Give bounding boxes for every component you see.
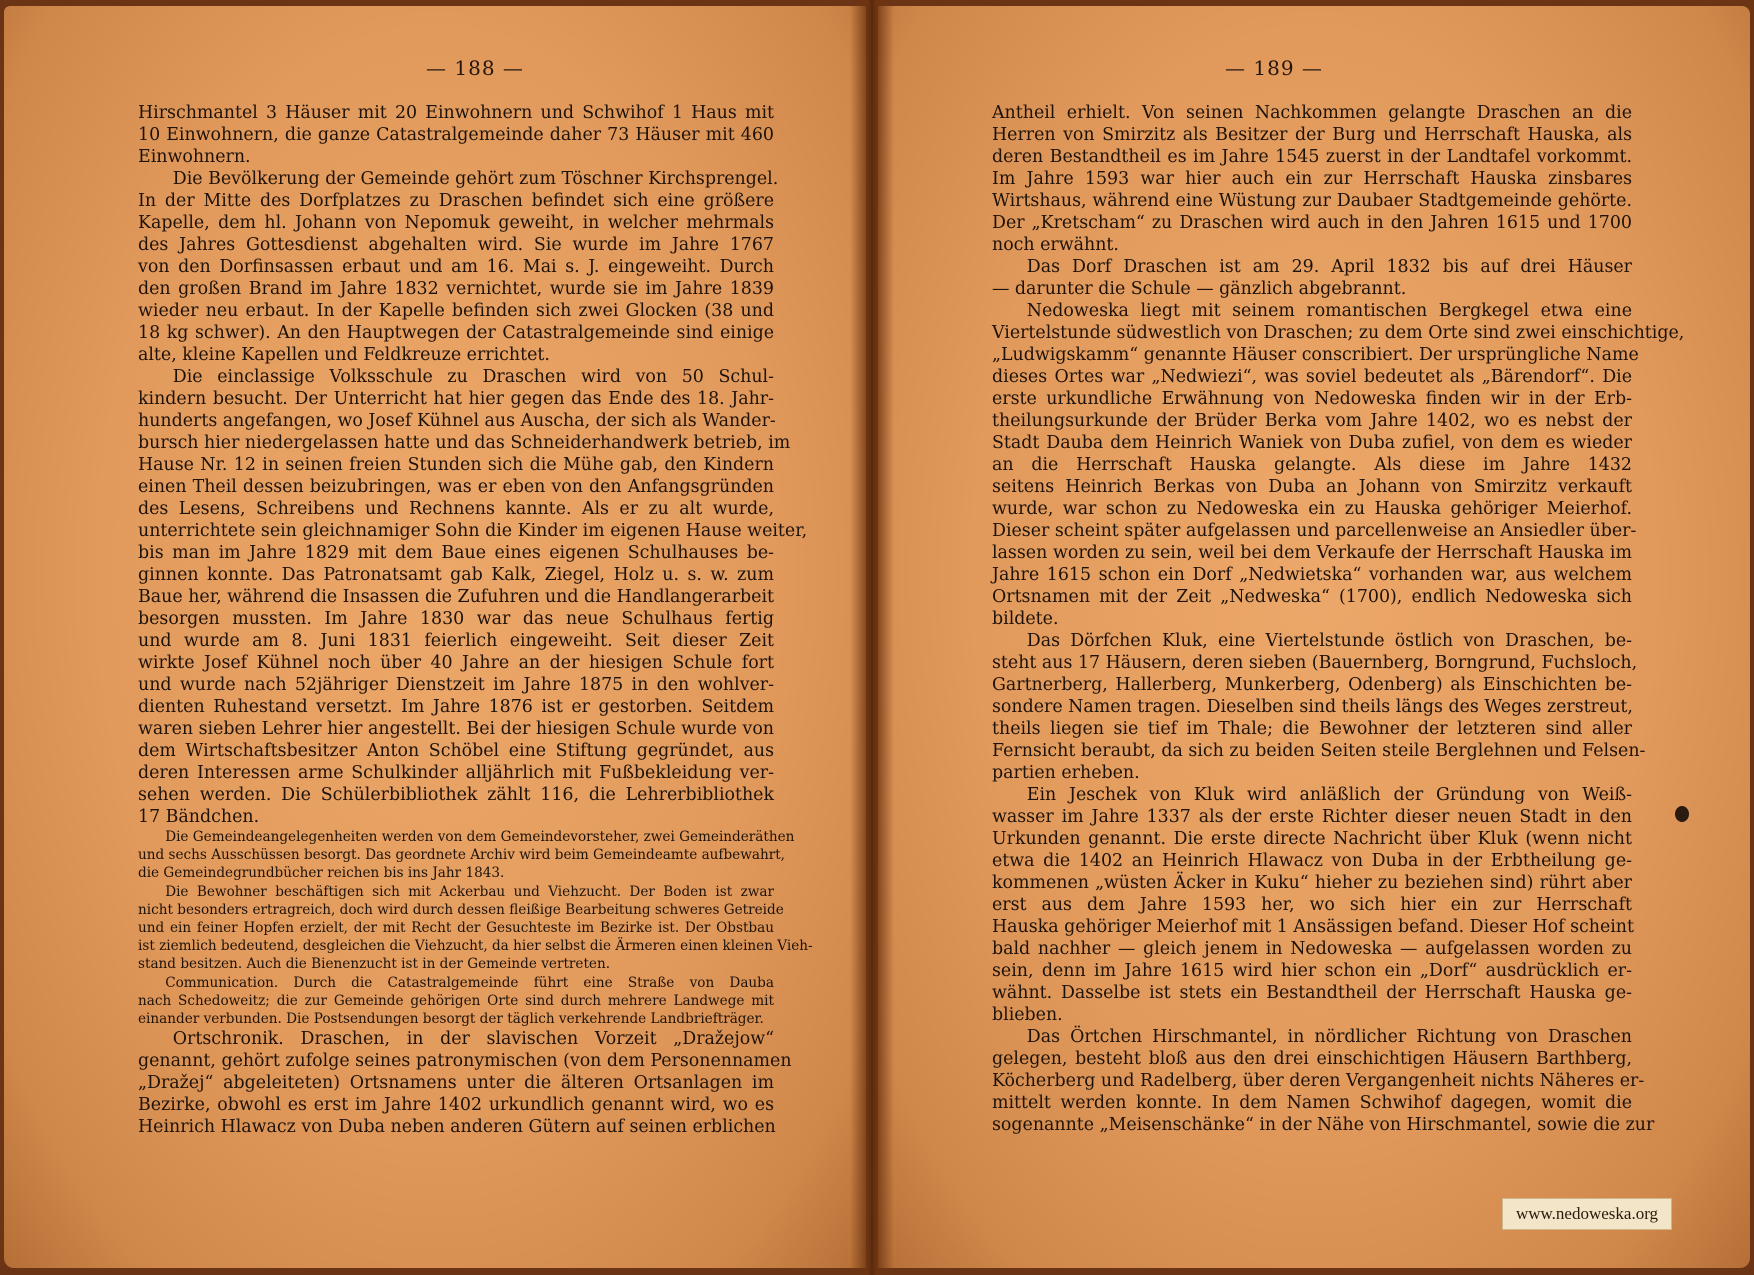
left-page-number: — 188 — (426, 56, 524, 80)
text-line: Köcherberg und Radelberg, über deren Vergangenheit nichts Näheres er- (992, 1071, 1645, 1091)
text-line: nach Schedoweitz; die zur Gemeinde gehörigen Orte sind durch mehrere Landwege mit (138, 992, 774, 1009)
text-line: wurde, war schon zu Nedoweska ein zu Hauska gehöriger Meierhof. (992, 499, 1632, 519)
text-line: des Lesens, Schreibens und Rechnens kannte. Als er zu alt wurde, (138, 499, 774, 519)
right-text-block (992, 102, 1685, 1136)
text-line: blieben. (992, 1005, 1063, 1025)
text-line: Jahre 1615 schon ein Dorf „Nedwietska“ vorhanden war, aus welchem (992, 565, 1632, 585)
left-chronicle-text (138, 1028, 792, 1138)
text-line: Bezirke, obwohl es erst im Jahre 1402 urkundlich genannt wird, wo es (138, 1095, 774, 1116)
text-line: Die einclassige Volksschule zu Draschen wird von 50 Schul- (138, 367, 774, 387)
text-line: dem Wirtschaftsbesitzer Anton Schöbel eine Stiftung gegründet, aus (138, 741, 774, 761)
text-line: besorgen mussten. Im Jahre 1830 war das neue Schulhaus fertig (138, 609, 774, 629)
text-line: die Gemeindegrundbücher reichen bis ins Jahr 1843. (138, 865, 505, 882)
text-line: genannt, gehört zufolge seines patronymischen (von dem Personennamen (138, 1051, 792, 1072)
text-line: 10 Einwohnern, die ganze Catastralgemeinde daher 73 Häuser mit 460 (138, 125, 774, 145)
text-line: unterrichtete sein gleichnamiger Sohn die Kinder im eigenen Hause weiter, (138, 521, 808, 541)
text-line: einander verbunden. Die Postsendungen besorgt der täglich verkehrende Landbriefträger. (138, 1010, 764, 1027)
text-line: wähnt. Dasselbe ist stets ein Bestandtheil der Herrschaft Hauska ge- (992, 983, 1632, 1003)
text-line: Hause Nr. 12 in seinen freien Stunden sich die Mühe gab, den Kindern (138, 455, 774, 475)
text-line: partien erheben. (992, 763, 1140, 783)
text-line: den großen Brand im Jahre 1832 vernichtet, wurde sie im Jahre 1839 (138, 279, 774, 299)
text-line: steht aus 17 Häusern, deren sieben (Bauernberg, Borngrund, Fuchsloch, (992, 653, 1638, 673)
text-line: mittelt werden konnte. In dem Namen Schwihof dagegen, womit die (992, 1093, 1632, 1113)
text-line: bald nachher — gleich jenem in Nedoweska — aufgelassen worden zu (992, 939, 1632, 959)
text-line: Heinrich Hlawacz von Duba neben anderen Gütern auf seinen erblichen (138, 1117, 776, 1138)
text-line: deren Bestandtheil es im Jahre 1545 zuerst in der Landtafel vorkommt. (992, 147, 1632, 167)
text-line: Baue her, während die Insassen die Zufuhren und die Handlangerarbeit (138, 587, 774, 607)
text-line: Die Bewohner beschäftigen sich mit Ackerbau und Viehzucht. Der Boden ist zwar (138, 883, 774, 900)
book-gutter (850, 0, 894, 1275)
text-line: wirkte Josef Kühnel noch über 40 Jahre an der hiesigen Schule fort (138, 653, 774, 673)
text-line: 17 Bändchen. (138, 807, 260, 827)
text-line: sondere Namen tragen. Dieselben sind theils längs des Weges zerstreut, (992, 697, 1633, 717)
text-line: wasser im Jahre 1337 als der erste Richter dieser neuen Stadt in den (992, 807, 1632, 827)
right-page (878, 6, 1750, 1268)
text-line: Die Bevölkerung der Gemeinde gehört zum Töschner Kirchsprengel. (138, 169, 779, 189)
text-line: wieder neu erbaut. In der Kapelle befinden sich zwei Glocken (38 und (138, 301, 774, 321)
text-line: Die Gemeindeangelegenheiten werden von dem Gemeindevorsteher, zwei Gemeinderäthen (138, 829, 795, 845)
text-line: Viertelstunde südwestlich von Draschen; zu dem Orte sind zwei einschichtige, (992, 323, 1685, 343)
text-line: theils liegen sie tief im Thale; die Bewohner der letzteren sind aller (992, 719, 1632, 739)
text-line: noch erwähnt. (992, 235, 1119, 255)
text-line: Stadt Dauba dem Heinrich Waniek von Duba zufiel, von dem es wieder (992, 433, 1632, 453)
text-line: alte, kleine Kapellen und Feldkreuze errichtet. (138, 345, 550, 365)
text-line: etwa die 1402 an Heinrich Hlawacz von Duba in der Erbtheilung ge- (992, 851, 1632, 871)
text-line: „Dražej“ abgeleiteten) Ortsnamens unter die älteren Ortsanlagen im (138, 1073, 774, 1094)
left-page (4, 6, 866, 1268)
text-line: dieses Ortes war „Nedwiezi“, was soviel bedeutet als „Bärendorf“. Die (992, 367, 1632, 387)
ink-spot (1675, 806, 1689, 822)
text-line: In der Mitte des Dorfplatzes zu Draschen befindet sich eine größere (138, 191, 774, 211)
text-line: gelegen, besteht bloß aus den drei einschichtigen Häusern Barthberg, (992, 1049, 1632, 1069)
text-line: deren Interessen arme Schulkinder alljährlich mit Fußbekleidung ver- (138, 763, 774, 783)
text-line: ist ziemlich bedeutend, desgleichen die Viehzucht, da hier selbst die Ärmeren einen kleinen Vieh- (138, 938, 813, 955)
text-line: sehen werden. Die Schülerbibliothek zählt 116, die Lehrerbibliothek (138, 785, 774, 805)
text-line: sogenannte „Meisenschänke“ in der Nähe von Hirschmantel, sowie die zur (992, 1115, 1655, 1135)
text-line: Nedoweska liegt mit seinem romantischen Bergkegel etwa eine (992, 301, 1632, 321)
text-line: — darunter die Schule — gänzlich abgebrannt. (992, 279, 1407, 299)
text-line: Das Dorf Draschen ist am 29. April 1832 bis auf drei Häuser (992, 257, 1632, 277)
text-line: Ortschronik. Draschen, in der slavischen Vorzeit „Dražejow“ (138, 1029, 774, 1050)
text-line: Herren von Smirzitz als Besitzer der Burg und Herrschaft Hauska, als (992, 125, 1632, 145)
text-line: bildete. (992, 609, 1059, 629)
website-watermark: www.nedoweska.org (1502, 1198, 1672, 1230)
text-line: des Jahres Gottesdienst abgehalten wird. Sie wurde im Jahre 1767 (138, 235, 774, 255)
text-line: erste urkundliche Erwähnung von Nedoweska finden wir in der Erb- (992, 389, 1632, 409)
text-line: dienten Ruhestand versetzt. Im Jahre 1876 ist er gestorben. Seitdem (138, 697, 774, 717)
text-line: 18 kg schwer). An den Hauptwegen der Catastralgemeinde sind einige (138, 323, 774, 343)
text-line: Hauska gehöriger Meierhof mit 1 Ansässigen befand. Dieser Hof scheint (992, 917, 1634, 937)
text-line: Fernsicht beraubt, da sich zu beiden Seiten steile Berglehnen und Felsen- (992, 741, 1646, 761)
text-line: Ein Jeschek von Kluk wird anläßlich der Gründung von Weiß- (992, 785, 1632, 805)
text-line: Das Dörfchen Kluk, eine Viertelstunde östlich von Draschen, be- (992, 631, 1632, 651)
text-line: und wurde nach 52jähriger Dienstzeit im Jahre 1875 in den wohlver- (138, 675, 774, 695)
text-line: von den Dorfinsassen erbaut und am 16. Mai s. J. eingeweiht. Durch (138, 257, 774, 277)
text-line: Kapelle, dem hl. Johann von Nepomuk geweiht, in welcher mehrmals (138, 213, 774, 233)
text-line: Communication. Durch die Catastralgemeinde führt eine Straße von Dauba (138, 974, 774, 991)
text-line: nicht besonders ertragreich, doch wird durch dessen fleißige Bearbeitung schweres Getreide (138, 901, 784, 918)
text-line: seitens Heinrich Berkas von Duba an Johann von Smirzitz verkauft (992, 477, 1632, 497)
left-body-text (138, 102, 808, 828)
text-line: Das Örtchen Hirschmantel, in nördlicher Richtung von Draschen (992, 1027, 1632, 1047)
text-line: an die Herrschaft Hauska gelangte. Als diese im Jahre 1432 (992, 455, 1632, 475)
text-line: sein, denn im Jahre 1615 wird hier schon ein „Dorf“ ausdrücklich er- (992, 961, 1632, 981)
text-line: waren sieben Lehrer hier angestellt. Bei der hiesigen Schule wurde von (138, 719, 774, 739)
text-line: Antheil erhielt. Von seinen Nachkommen gelangte Draschen an die (992, 103, 1632, 123)
text-line: bursch hier niedergelassen hatte und das Schneiderhandwerk betrieb, im (138, 433, 791, 453)
text-line: Dieser scheint später aufgelassen und parcellenweise an Ansiedler über- (992, 521, 1637, 541)
left-text-block (138, 102, 813, 1138)
text-line: einen Theil dessen beizubringen, was er eben von den Anfangsgründen (138, 477, 774, 497)
text-line: Gartnerberg, Hallerberg, Munkerberg, Odenberg) als Einschichten be- (992, 675, 1632, 695)
text-line: kindern besucht. Der Unterricht hat hier gegen das Ende des 18. Jahr- (138, 389, 774, 409)
text-line: Einwohnern. (138, 147, 251, 167)
right-page-number: — 189 — (1225, 56, 1323, 80)
text-line: Hirschmantel 3 Häuser mit 20 Einwohnern und Schwihof 1 Haus mit (138, 103, 774, 123)
text-line: ginnen konnte. Das Patronatsamt gab Kalk, Ziegel, Holz u. s. w. zum (138, 565, 774, 585)
text-line: und wurde am 8. Juni 1831 feierlich eingeweiht. Seit dieser Zeit (138, 631, 774, 651)
text-line: bis man im Jahre 1829 mit dem Baue eines eigenen Schulhauses be- (138, 543, 774, 563)
right-body-text (992, 102, 1685, 1136)
text-line: kommenen „wüsten Äcker in Kuku“ hieher zu beziehen sind) rührt aber (992, 873, 1632, 893)
text-line: stand besitzen. Auch die Bienenzucht ist in der Gemeinde vertreten. (138, 956, 611, 973)
text-line: und ein feiner Hopfen erzielt, der mit Recht der Gesuchteste im Bezirke ist. Der Obstbau (138, 919, 774, 936)
text-line: Im Jahre 1593 war hier auch ein zur Herrschaft Hauska zinsbares (992, 169, 1632, 189)
text-line: lassen worden zu sein, weil bei dem Verkaufe der Herrschaft Hauska im (992, 543, 1632, 563)
text-line: theilungsurkunde der Brüder Berka vom Jahre 1402, wo es nebst der (992, 411, 1632, 431)
left-footnotes (138, 828, 813, 1028)
text-line: und sechs Ausschüssen besorgt. Das geordnete Archiv wird beim Gemeindeamte aufbewahrt, (138, 847, 785, 864)
text-line: „Ludwigskamm“ genannte Häuser conscribiert. Der ursprüngliche Name (992, 345, 1639, 365)
text-line: erst aus dem Jahre 1593 her, wo sich hier ein zur Herrschaft (992, 895, 1632, 915)
text-line: Urkunden genannt. Die erste directe Nachricht über Kluk (wenn nicht (992, 829, 1632, 849)
text-line: Ortsnamen mit der Zeit „Nedweska“ (1700), endlich Nedoweska sich (992, 587, 1632, 607)
text-line: hunderts angefangen, wo Josef Kühnel aus Auscha, der sich als Wander- (138, 411, 776, 431)
text-line: Wirtshaus, während eine Wüstung zur Daubaer Stadtgemeinde gehörte. (992, 191, 1632, 211)
text-line: Der „Kretscham“ zu Draschen wird auch in den Jahren 1615 und 1700 (992, 213, 1632, 233)
